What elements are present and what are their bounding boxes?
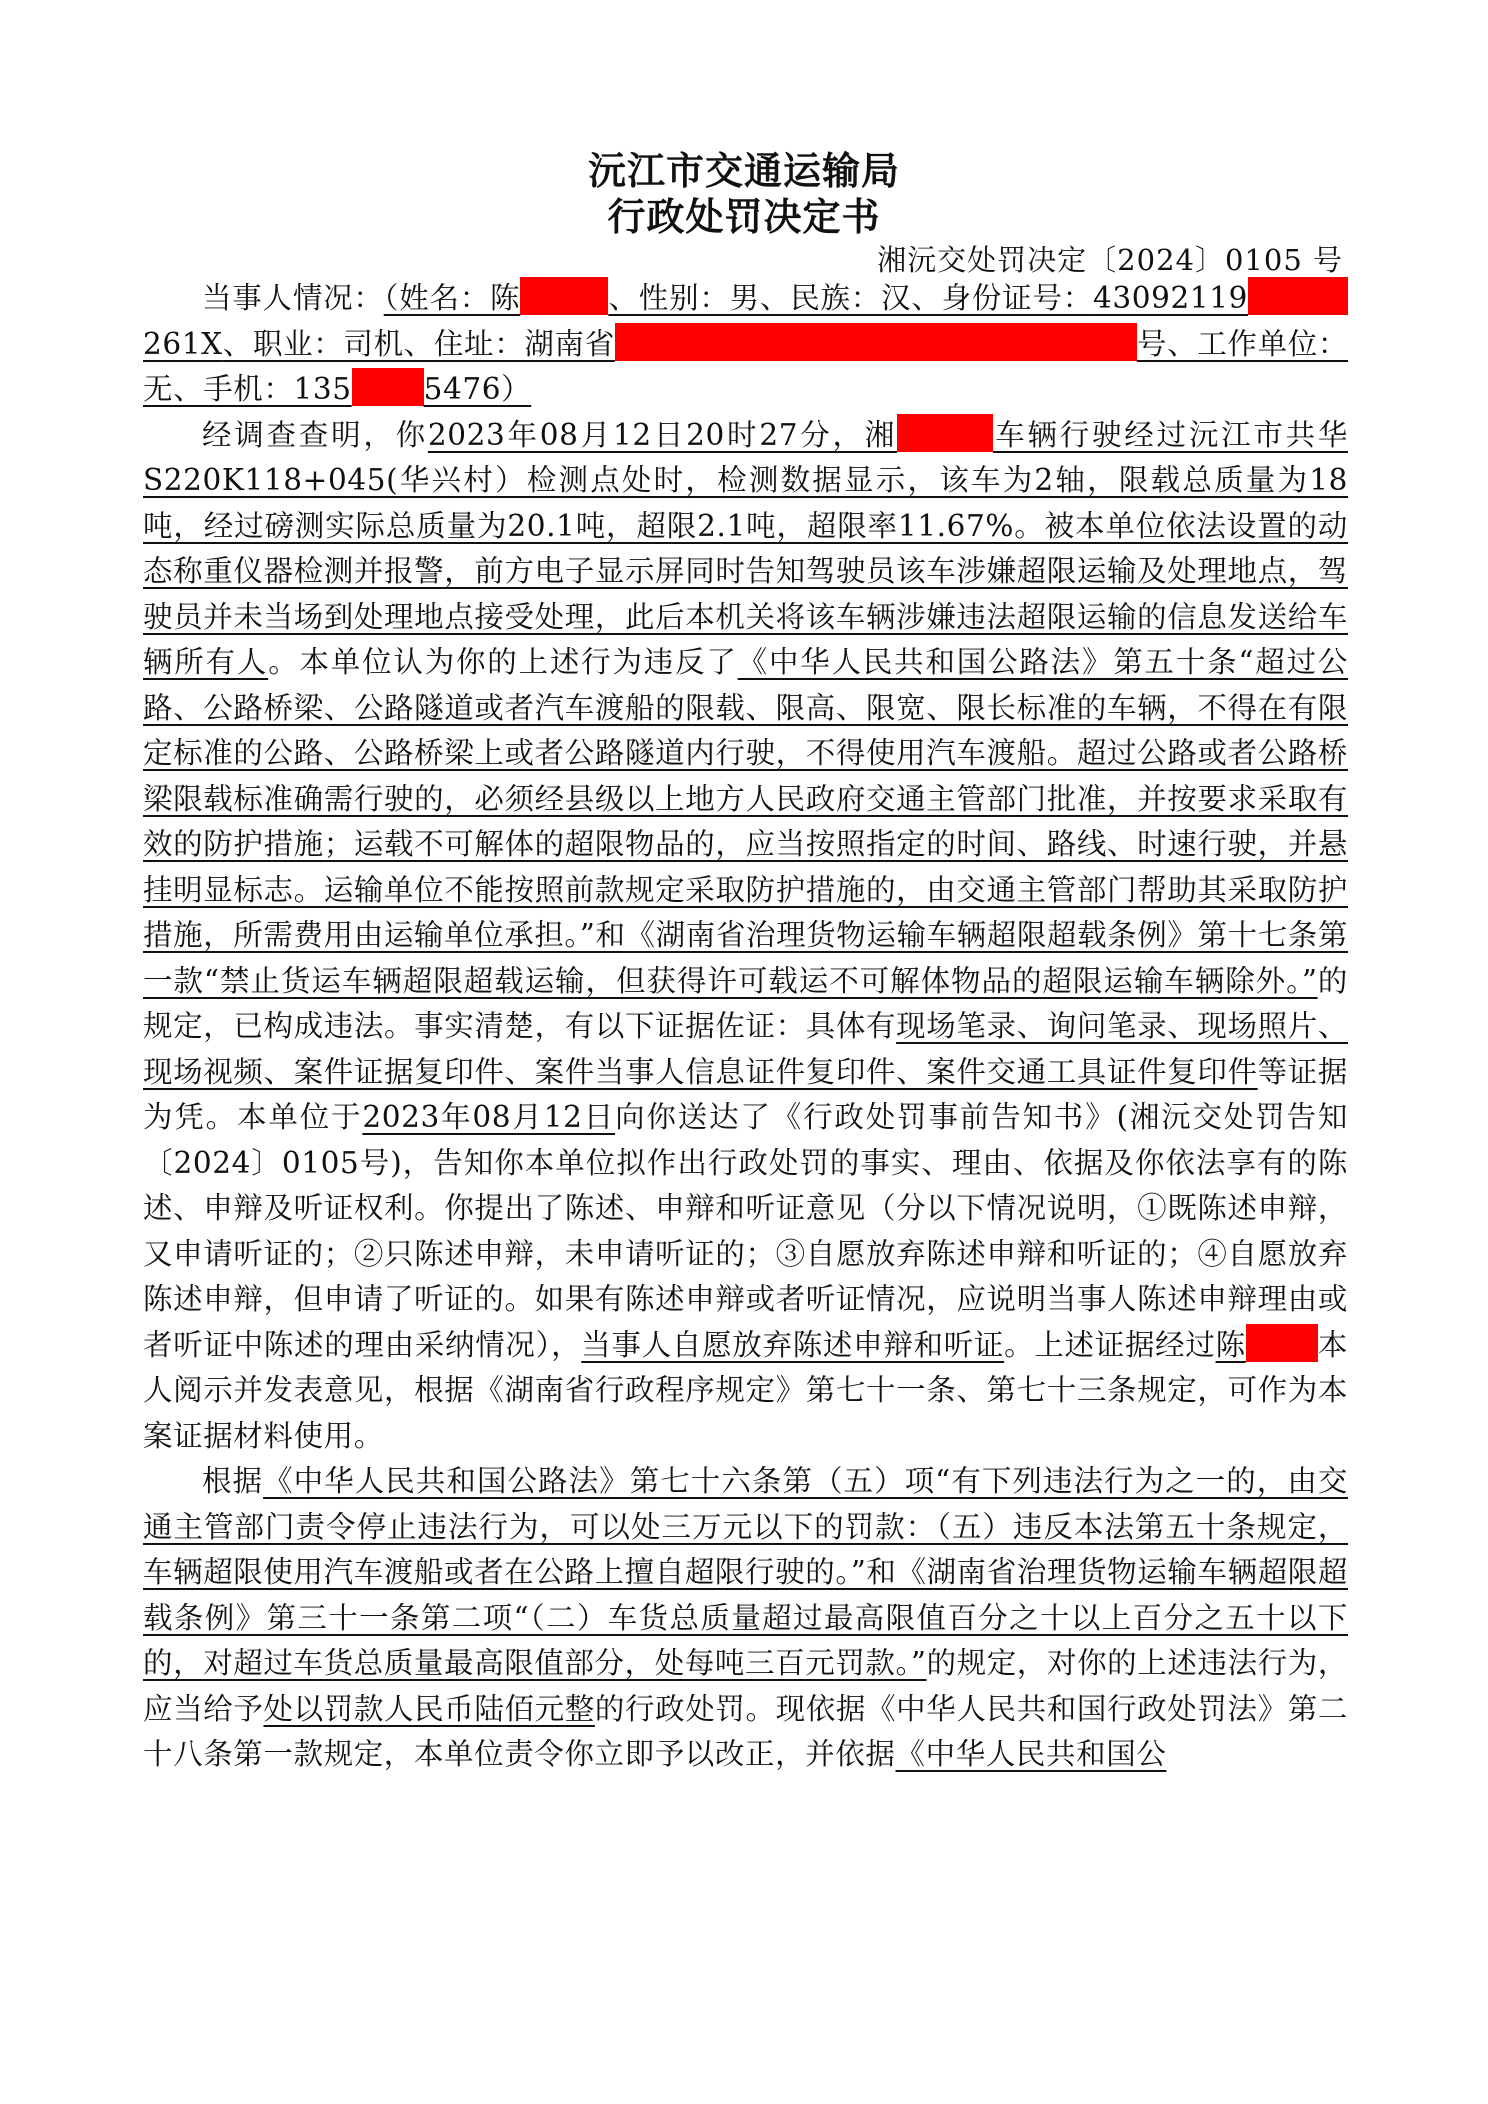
redaction-name xyxy=(520,277,608,315)
redaction-address-2 xyxy=(1045,323,1137,361)
decision-paragraph: 根据《中华人民共和国公路法》第七十六条第（五）项“有下列违法行为之一的，由交通主管部门责令停止违法行为，可以处三万元以下的罚款：（五）违反本法第五十条规定，车辆超限使用汽车渡船或者在公路上擅自超限行驶的。”和《湖南省治理货物运输车辆超限超载条例》第三十一条第二项“（二）车货总质量超过最高限值百分之十以上百分之五十以下的，对超过车货总质量最高限值部分，处每吨三百元罚款。”的规定，对你的上述违法行为，应当给予处以罚款人民币陆佰元整的行政处罚。现依据《中华人民共和国行政处罚法》第二十八条第一款规定，本单位责令你立即予以改正，并依据《中华人民共和国公 xyxy=(143,1464,1349,1771)
document-body xyxy=(143,276,1348,1778)
redaction-id xyxy=(1248,277,1348,315)
facts-paragraph: 经调查查明，你2023年08月12日20时27分，湘 车辆行驶经过沅江市共华S220K118+045(华兴村）检测点处时，检测数据显示，该车为2轴，限载总质量为18吨，经过磅测实际总质量为20.1吨，超限2.1吨，超限率11.67%。被本单位依法设置的动态称重仪器检测并报警，前方电子显示屏同时告知驾驶员该车涉嫌超限运输及处理地点，驾驶员并未当场到处理地点接受处理，此后本机关将该车辆涉嫌违法超限运输的信息发送给车辆所有人。本单位认为你的上述行为违反了《中华人民共和国公路法》第五十条“超过公路、公路桥梁、公路隧道或者汽车渡船的限载、限高、限宽、限长标准的车辆，不得在有限定标准的公路、公路桥梁上或者公路隧道内行驶，不得使用汽车渡船。超过公路或者公路桥梁限载标准确需行驶的，必须经县级以上地方人民政府交通主管部门批准，并按要求采取有效的防护措施；运载不可解体的超限物品的，应当按照指定的时间、路线、时速行驶，并悬挂明显标志。运输单位不能按照前款规定采取防护措施的，由交通主管部门帮助其采取防护措施，所需费用由运输单位承担。”和《湖南省治理货物运输车辆超限超载条例》第十七条第一款“禁止货运车辆超限超载运输，但获得许可载运不可解体物品的超限运输车辆除外。”的规定，已构成违法。事实清楚，有以下证据佐证：具体有现场笔录、询问笔录、现场照片、现场视频、案件证据复印件、案件当事人信息证件复印件、案件交通工具证件复印件等证据为凭。本单位于2023年08月12日向你送达了《行政处罚事前告知书》(湘沅交处罚告知〔2024〕0105号)，告知你本单位拟作出行政处罚的事实、理由、依据及你依法享有的陈述、申辩及听证权利。你提出了陈述、申辩和听证意见（分以下情况说明，①既陈述申辩，又申请听证的；②只陈述申辩，未申请听证的；③自愿放弃陈述申辩和听证的；④自愿放弃陈述申辩，但申请了听证的。如果有陈述申辩或者听证情况，应说明当事人陈述申辩理由或者听证中陈述的理由采纳情况），当事人自愿放弃陈述申辩和听证。上述证据经过陈 本人阅示并发表意见，根据《湖南省行政程序规定》第七十一条、第七十三条规定，可作为本案证据材料使用。 xyxy=(143,413,1348,1460)
redaction-reviewer xyxy=(1246,1324,1318,1362)
redaction-address-1 xyxy=(615,323,1045,361)
org-title: 沅江市交通运输局 xyxy=(587,149,900,193)
document-number: 湘沅交处罚决定〔2024〕0105 号 xyxy=(877,243,1343,277)
doc-type-title: 行政处罚决定书 xyxy=(607,195,881,239)
redaction-plate xyxy=(897,414,993,452)
redaction-phone xyxy=(352,368,424,406)
party-paragraph: 当事人情况：（姓名：陈 、性别：男、民族：汉、身份证号：43092119261X、职业：司机、住址：湖南省 号、工作单位：无、手机：135 5476） xyxy=(143,276,1348,413)
